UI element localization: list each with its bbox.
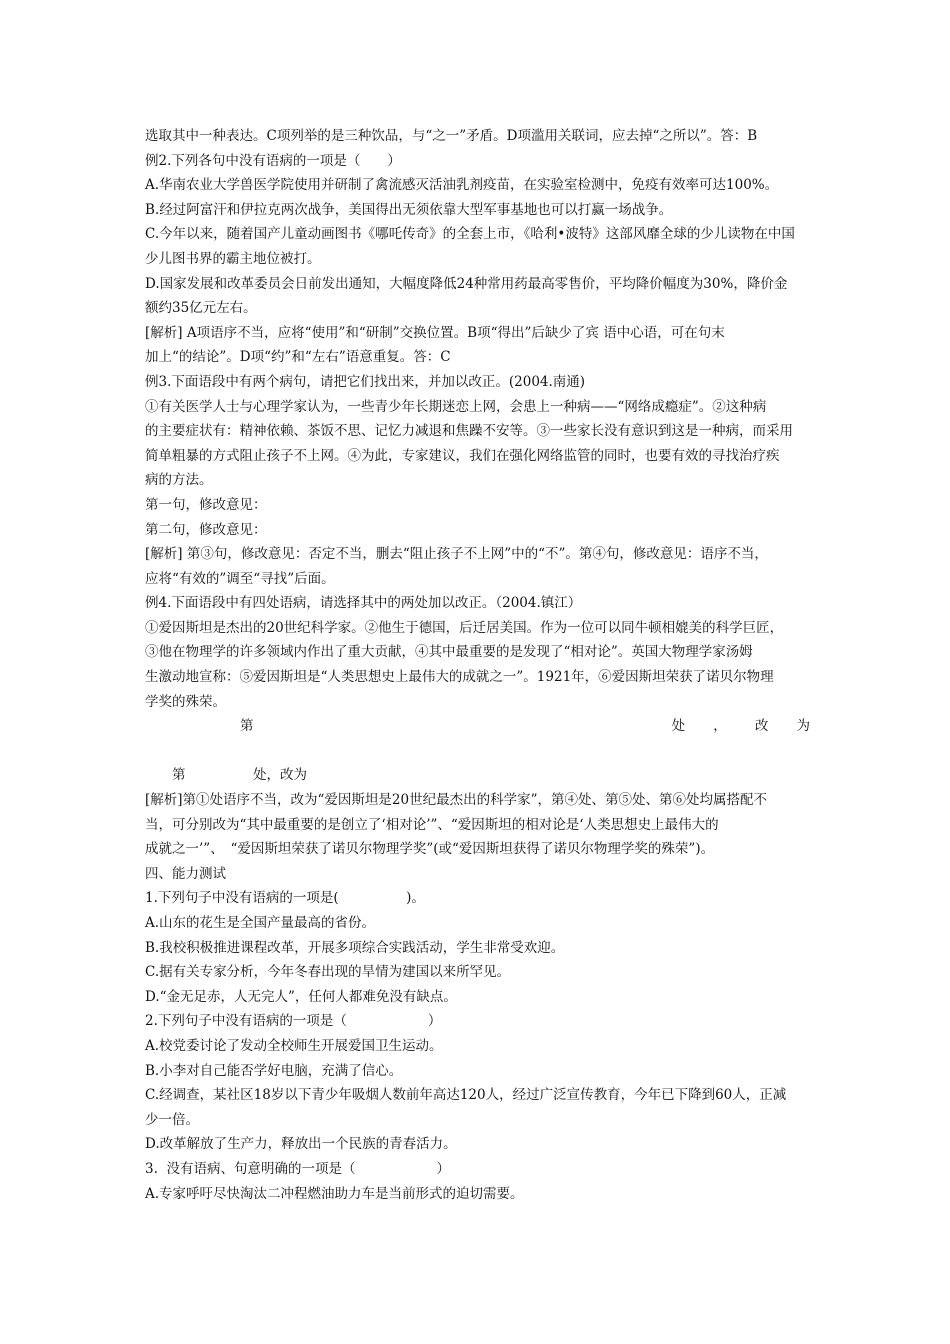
option-line: B.经过阿富汗和伊拉克两次战争，美国得出无须依靠大型军事基地也可以打赢一场战争。 <box>145 201 673 218</box>
example-heading: 例2.下列各句中没有语病的一项是（ ） <box>145 152 401 169</box>
passage-line: 生激动地宣称：⑤爱因斯坦是“人类思想史上最伟大的成就之一”。1921年，⑥爱因斯坦荣获了诺贝尔物理 <box>145 669 774 686</box>
option-line: C.经调查，某社区18岁以下青少年吸烟人数前年高达120人，经过广泛宣传教育，今年已下降到60人，正减 <box>145 1087 787 1104</box>
text-line: 选取其中一种表达。C项列举的是三种饮品，与“之一”矛盾。D项滥用关联词，应去掉“之所以”。答：B <box>145 128 758 144</box>
passage-line: 学奖的殊荣。 <box>145 693 226 710</box>
option-line: 额约35亿元左右。 <box>145 300 257 317</box>
analysis-line: 加上“的结论”。D项“约”和“左右”语意重复。答：C <box>145 349 451 366</box>
option-line: C.今年以来，随着国产儿童动画图书《哪吒传奇》的全套上市，《哈利•波特》这部风靡全球的少儿读物在中国 <box>145 226 795 243</box>
question-line: 1.下列句子中没有语病的一项是( )。 <box>145 890 425 907</box>
answer-prompt: 第一句，修改意见： <box>145 496 267 513</box>
passage-line: ③他在物理学的许多领域内作出了重大贡献，④其中最重要的是发现了“相对论”。英国大物理学家汤姆 <box>145 644 753 661</box>
option-line: 少儿图书界的霸主地位被打。 <box>145 250 321 267</box>
fill-word: ， <box>713 718 727 735</box>
analysis-line: [解析]第①处语序不当，改为“爱因斯坦是20世纪最杰出的科学家”，第④处、第⑤处、第⑥处均属搭配不 <box>145 792 768 809</box>
fill-word: 处 <box>671 718 686 735</box>
document-body <box>145 124 810 1206</box>
option-line: 少一倍。 <box>145 1111 199 1128</box>
analysis-line: [解析] A项语序不当，应将“使用”和“研制”交换位置。B项“得出”后缺少了宾 语中心语，可在句末 <box>145 324 725 341</box>
passage-line: 简单粗暴的方式阻止孩子不上网。④为此，专家建议，我们在强化网络监管的同时，也要有效的寻找治疗疾 <box>145 447 780 464</box>
passage-line: 的主要症状有：精神依赖、茶饭不思、记忆力减退和焦躁不安等。③一些家长没有意识到这是一种病，而采用 <box>145 423 793 440</box>
fill-word: 改 <box>754 718 769 735</box>
option-line: D.“金无足赤，人无完人”，任何人都难免没有缺点。 <box>145 988 457 1005</box>
option-line: D.国家发展和改革委员会日前发出通知，大幅度降低24种常用药最高零售价，平均降价幅度为30%，降价金 <box>145 275 788 292</box>
analysis-line: 成就之一’”、 “爱因斯坦荣获了诺贝尔物理学奖”(或“爱因斯坦获得了诺贝尔物理学奖的殊荣”)。 <box>145 841 715 858</box>
answer-prompt: 第二句，修改意见： <box>145 521 267 538</box>
fill-word: 第 <box>240 718 254 735</box>
passage-line: ①有关医学人士与心理学家认为，一些青少年长期迷恋上网，会患上一种病——“网络成瘾症”。②这种病 <box>145 398 767 415</box>
option-line: D.改革解放了生产力，释放出一个民族的青春活力。 <box>145 1136 457 1153</box>
passage-line: 病的方法。 <box>145 472 213 489</box>
section-heading: 四、能力测试 <box>145 865 226 882</box>
analysis-line: 当，可分别改为“其中最重要的是创立了‘相对论’”、“爱因斯坦的相对论是‘人类思想史上最伟大的 <box>145 816 719 833</box>
example-heading: 例4.下面语段中有四处语病，请选择其中的两处加以改正。（2004.镇江） <box>145 595 582 612</box>
fill-in-line: 第 处，改为 <box>145 767 307 784</box>
passage-line: ①爱因斯坦是杰出的20世纪科学家。②他生于德国，后迁居美国。作为一位可以同牛顿相媲美的科学巨匠， <box>145 619 784 636</box>
option-line: B.我校积极推进课程改革，开展多项综合实践活动，学生非常受欢迎。 <box>145 939 565 956</box>
analysis-line: 应将“有效的”调至“寻找”后面。 <box>145 570 335 587</box>
option-line: A.专家呼吁尽快淘汰二冲程燃油助力车是当前形式的迫切需要。 <box>145 1185 524 1202</box>
option-line: B.小李对自己能否学好电脑，充满了信心。 <box>145 1062 403 1079</box>
fill-word: 为 <box>796 718 810 735</box>
question-line: 2.下列句子中没有语病的一项是（ ） <box>145 1013 442 1030</box>
question-line: 3. 没有语病、句意明确的一项是（ ） <box>145 1160 450 1177</box>
option-line: A.山东的花生是全国产量最高的省份。 <box>145 915 376 931</box>
option-line: A.华南农业大学兽医学院使用并研制了禽流感灭活油乳剂疫苗，在实验室检测中，免疫有效率可达100%。 <box>145 177 779 194</box>
option-line: C.据有关专家分析，今年冬春出现的旱情为建国以来所罕见。 <box>145 964 511 981</box>
analysis-line: [解析] 第③句，修改意见：否定不当，删去“阻止孩子不上网”中的“不”。第④句，修改意见：语序不当， <box>145 546 768 563</box>
option-line: A.校党委讨论了发动全校师生开展爱国卫生运动。 <box>145 1037 443 1054</box>
blank-space <box>145 739 810 764</box>
example-heading: 例3.下面语段中有两个病句，请把它们找出来，并加以改正。(2004.南通) <box>145 373 586 390</box>
fill-in-line <box>145 714 810 739</box>
